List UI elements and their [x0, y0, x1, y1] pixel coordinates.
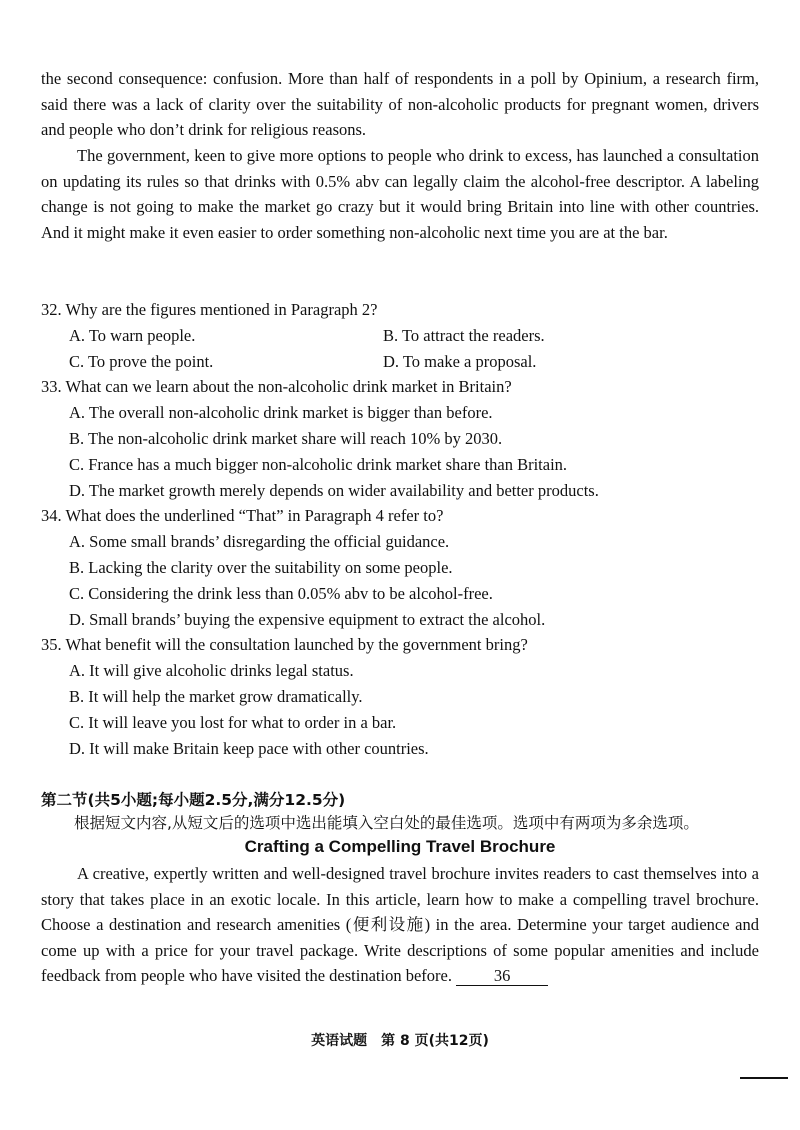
- option-c: C. Considering the drink less than 0.05% abv to be alcohol-free.: [69, 583, 493, 603]
- option-d: D. The market growth merely depends on wider availability and better products.: [69, 480, 599, 500]
- question-34: [41, 503, 761, 632]
- question-33: [41, 374, 761, 503]
- option-d: D. To make a proposal.: [383, 351, 537, 371]
- passage-paragraph-2: The government, keen to give more options to people who drink to excess, has launched a consultation on updating its rules so that drinks with 0.5% abv can legally claim the alcohol-free descriptor. A labeling change is not going to make the market go crazy but it would bring Britain into line with other countries. And it might make it even easier to order something non-alcoholic next time you are at the bar.: [41, 146, 759, 242]
- page-footer: 英语试题 第 8 页(共12页): [311, 1033, 489, 1049]
- option-a: A. It will give alcoholic drinks legal status.: [69, 661, 354, 681]
- article-body: A creative, expertly written and well-designed travel brochure invites readers to cast themselves into a story that takes place in an exotic locale. In this article, learn how to make a compelling travel brochure. Choose a destination and research amenities (便利设施) in the area. Determine your target audience and come up with a price for your travel package. Write descriptions of some popular amenities and include feedback from people who have visited the destination before.: [41, 864, 759, 986]
- article-title: Crafting a Compelling Travel Brochure: [244, 837, 556, 856]
- question-stem: 34. What does the underlined “That” in Paragraph 4 refer to?: [41, 506, 444, 526]
- option-d: D. Small brands’ buying the expensive equipment to extract the alcohol.: [69, 609, 546, 629]
- option-c: C. To prove the point.: [69, 351, 214, 371]
- option-c: C. France has a much bigger non-alcoholic drink market share than Britain.: [69, 454, 568, 474]
- passage-paragraph-1: the second consequence: confusion. More than half of respondents in a poll by Opinium, a research firm, said there was a lack of clarity over the suitability of non-alcoholic products for pregnant women, drivers and people who don’t drink for religious reasons.: [41, 69, 759, 140]
- question-list: [41, 297, 761, 761]
- option-d: D. It will make Britain keep pace with other countries.: [69, 738, 429, 758]
- question-stem: 32. Why are the figures mentioned in Paragraph 2?: [41, 300, 378, 319]
- corner-rule: [740, 1077, 788, 1079]
- question-stem: 33. What can we learn about the non-alcoholic drink market in Britain?: [41, 377, 512, 397]
- option-a: A. To warn people.: [69, 325, 196, 345]
- answer-blank[interactable]: 36: [456, 967, 548, 986]
- option-c: C. It will leave you lost for what to order in a bar.: [69, 712, 397, 732]
- question-35: [41, 632, 761, 761]
- section-heading: 第二节(共5小题;每小题2.5分,满分12.5分): [41, 791, 346, 809]
- option-a: A. The overall non-alcoholic drink market is bigger than before.: [69, 403, 493, 423]
- option-b: B. To attract the readers.: [383, 325, 545, 345]
- options-grid: [41, 323, 761, 375]
- question-stem: 35. What benefit will the consultation launched by the government bring?: [41, 635, 528, 655]
- option-a: A. Some small brands’ disregarding the official guidance.: [69, 532, 450, 552]
- option-b: B. It will help the market grow dramatically.: [69, 686, 363, 706]
- article-paragraph: [41, 861, 759, 989]
- section-instructions: 根据短文内容,从短文后的选项中选出能填入空白处的最佳选项。选项中有两项为多余选项。: [74, 814, 699, 832]
- question-32: [41, 297, 761, 374]
- option-b: B. The non-alcoholic drink market share will reach 10% by 2030.: [69, 428, 503, 448]
- option-b: B. Lacking the clarity over the suitability on some people.: [69, 557, 453, 577]
